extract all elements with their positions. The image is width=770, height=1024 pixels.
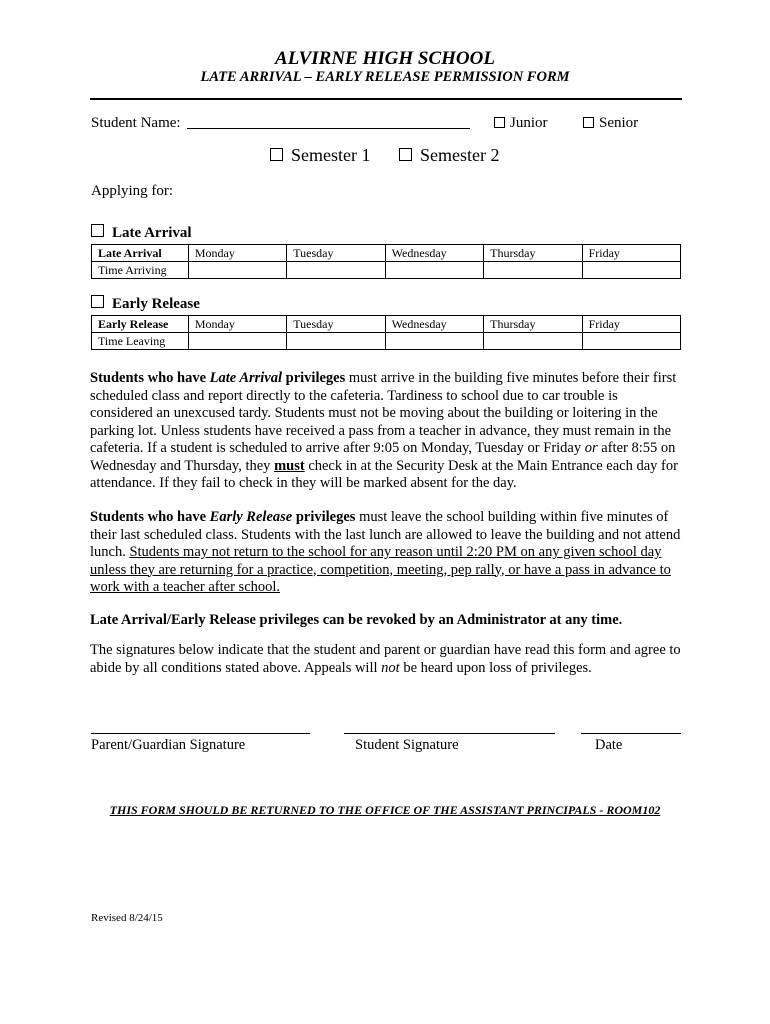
p2-text: must leave the school building within five minutes of their last scheduled class. Students with the last lunch are allowed to leave the building and not attend lunch.	[90, 509, 681, 560]
p1-lead-end: privileges	[282, 370, 346, 386]
p1-lead: Students who have	[90, 370, 210, 386]
p2-lead-end: privileges	[292, 509, 356, 525]
applying-for-label: Applying for:	[91, 183, 174, 199]
day-friday: Friday	[582, 316, 680, 333]
day-thursday: Thursday	[484, 245, 582, 262]
p1-text-3: check in at the Security Desk at the Main Entrance each day for attendance. If they fail to check in they will be marked absent for the day.	[90, 457, 678, 491]
late-arrival-heading: Late Arrival	[112, 225, 192, 241]
semester-1-option[interactable]	[270, 145, 370, 166]
time-arriving-tuesday-field[interactable]	[287, 262, 385, 279]
p3-text: The signatures below indicate that the student and parent or guardian have read this form and agree to abide by all conditions stated above. Appeals will	[90, 642, 681, 676]
time-arriving-monday-field[interactable]	[188, 262, 286, 279]
p3-not: not	[381, 659, 400, 676]
early-release-row-label: Early Release	[92, 316, 189, 333]
junior-option[interactable]	[494, 115, 548, 132]
time-arriving-friday-field[interactable]	[582, 262, 680, 279]
time-leaving-label: Time Leaving	[92, 333, 189, 350]
late-arrival-rules-paragraph	[90, 370, 683, 493]
p1-must: must	[274, 457, 305, 474]
late-arrival-row-label: Late Arrival	[92, 245, 189, 262]
time-arriving-label: Time Arriving	[92, 262, 189, 279]
student-name-field[interactable]	[187, 115, 470, 129]
early-release-option[interactable]	[91, 295, 200, 313]
day-monday: Monday	[188, 245, 286, 262]
day-friday: Friday	[582, 245, 680, 262]
student-name-label: Student Name:	[91, 115, 181, 131]
semester-2-checkbox[interactable]	[399, 148, 412, 161]
semester-1-label: Semester 1	[291, 145, 371, 165]
time-leaving-thursday-field[interactable]	[484, 333, 582, 350]
return-instructions: THIS FORM SHOULD BE RETURNED TO THE OFFICE OF THE ASSISTANT PRINCIPALS - ROOM102	[109, 803, 661, 817]
student-signature-label: Student Signature	[355, 737, 459, 753]
form-title: LATE ARRIVAL – EARLY RELEASE PERMISSION FORM	[200, 69, 570, 85]
p2-lead: Students who have	[90, 509, 210, 525]
revoke-notice: Late Arrival/Early Release privileges can be revoked by an Administrator at any time.	[90, 612, 623, 628]
early-release-table	[91, 315, 681, 350]
time-leaving-monday-field[interactable]	[188, 333, 286, 350]
student-signature-line[interactable]	[344, 733, 555, 734]
late-arrival-table	[91, 244, 681, 279]
p1-or: or	[584, 440, 598, 456]
time-leaving-tuesday-field[interactable]	[287, 333, 385, 350]
semester-2-label: Semester 2	[420, 145, 500, 165]
early-release-rules-paragraph	[90, 509, 683, 597]
senior-checkbox[interactable]	[583, 117, 594, 128]
p1-lead-emphasis: Late Arrival	[209, 370, 283, 386]
date-line[interactable]	[581, 733, 681, 734]
early-release-checkbox[interactable]	[91, 295, 104, 308]
early-release-heading: Early Release	[112, 296, 200, 312]
day-wednesday: Wednesday	[385, 245, 483, 262]
date-label: Date	[595, 737, 623, 753]
senior-option[interactable]	[583, 115, 638, 132]
semester-1-checkbox[interactable]	[270, 148, 283, 161]
p1-text-2: after 8:55 on Wednesday and Thursday, they	[90, 440, 676, 474]
parent-signature-line[interactable]	[91, 733, 310, 734]
header-divider	[90, 98, 682, 100]
day-thursday: Thursday	[484, 316, 582, 333]
p3-text-2: be heard upon loss of privileges.	[399, 659, 592, 676]
late-arrival-checkbox[interactable]	[91, 224, 104, 237]
p2-lead-emphasis: Early Release	[209, 509, 293, 525]
time-arriving-wednesday-field[interactable]	[385, 262, 483, 279]
time-leaving-friday-field[interactable]	[582, 333, 680, 350]
student-name-row	[91, 115, 470, 132]
late-arrival-option[interactable]	[91, 224, 192, 242]
day-tuesday: Tuesday	[287, 316, 385, 333]
time-arriving-thursday-field[interactable]	[484, 262, 582, 279]
p2-underlined-text: Students may not return to the school for any reason until 2:20 PM on any given school day unless they are returning for a practice, competition, meeting, pep rally, or have a pass in advance to work with a teacher after school.	[90, 544, 671, 595]
junior-label: Junior	[510, 115, 548, 131]
signature-agreement-paragraph	[90, 642, 683, 677]
day-monday: Monday	[188, 316, 286, 333]
parent-signature-label: Parent/Guardian Signature	[91, 737, 246, 753]
day-tuesday: Tuesday	[287, 245, 385, 262]
junior-checkbox[interactable]	[494, 117, 505, 128]
day-wednesday: Wednesday	[385, 316, 483, 333]
p1-text: must arrive in the building five minutes before their first scheduled class and report directly to the cafeteria. Tardiness to school due to car trouble is considered an unexcused tardy. Students must not be moving about the building or loitering in the parking lot. Unless students have received a pass from a teacher in advance, they must remain in the cafeteria. If a student is scheduled to arrive after 9:05 on Monday, Tuesday or Friday	[90, 370, 677, 456]
revision-date: Revised 8/24/15	[91, 912, 163, 924]
time-leaving-wednesday-field[interactable]	[385, 333, 483, 350]
school-title: ALVIRNE HIGH SCHOOL	[275, 48, 495, 69]
senior-label: Senior	[599, 115, 639, 131]
semester-2-option[interactable]	[399, 145, 499, 166]
